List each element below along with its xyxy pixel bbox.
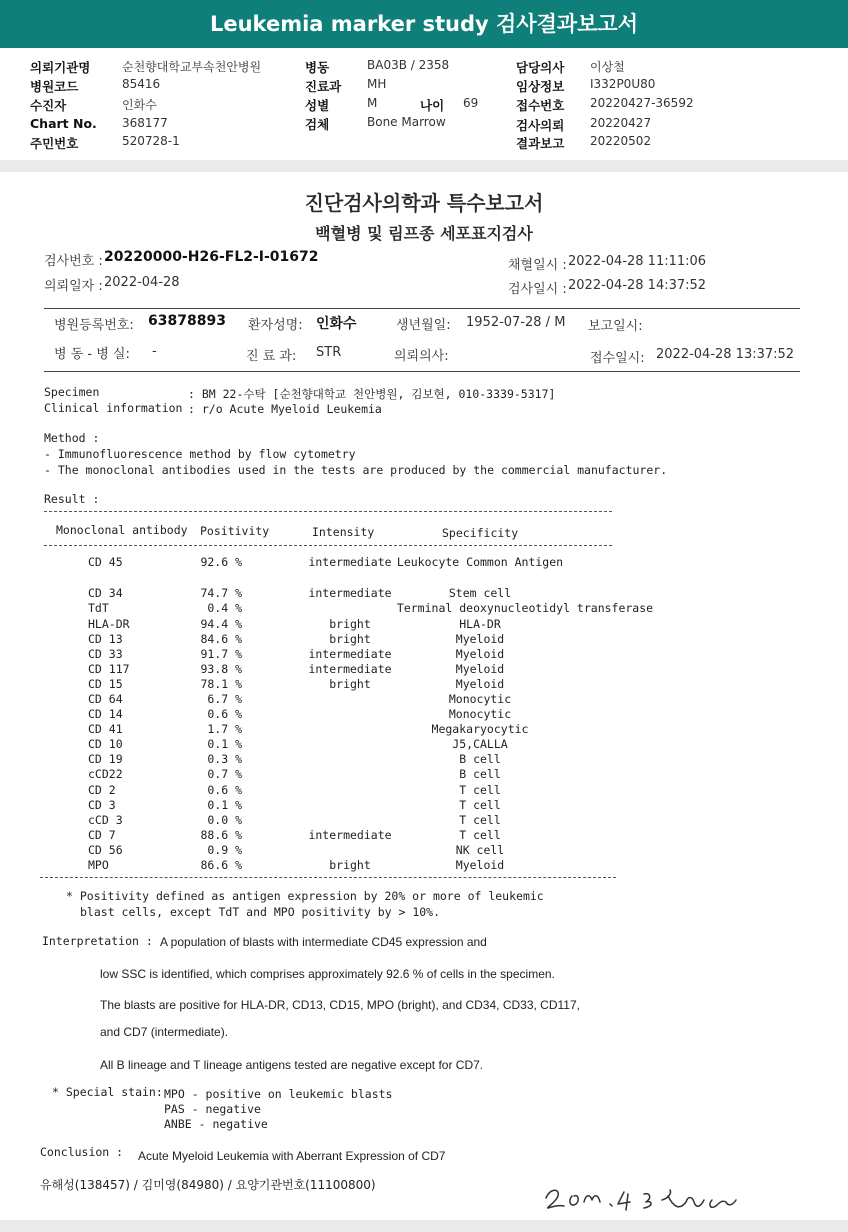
antibody-cell: HLA-DR (88, 617, 130, 631)
intensity-cell: intermediate (308, 555, 392, 569)
specificity-cell: Myeloid (455, 632, 505, 646)
intensity-cell: bright (329, 858, 371, 872)
name-label: 환자성명: (248, 318, 303, 333)
report-value: 20220502 (590, 134, 652, 148)
specificity-cell: Megakaryocytic (431, 722, 529, 736)
footnote-line-1: * Positivity defined as antigen expression by 20% or more of leukemic (66, 889, 544, 903)
specificity-cell: Monocytic (448, 692, 512, 706)
positivity-cell: 91.7 % (200, 647, 242, 661)
antibody-cell: CD 45 (88, 555, 123, 569)
specificity-cell: Myeloid (455, 662, 505, 676)
specificity-cell: Myeloid (455, 677, 505, 691)
table-row (0, 555, 848, 570)
specificity-cell: B cell (459, 752, 501, 766)
sex-value: M (367, 96, 378, 110)
sex-label: 성별 (305, 98, 330, 113)
rule-top (44, 308, 800, 309)
accession-label: 접수번호 (516, 98, 565, 113)
table-rule-bottom (40, 877, 616, 878)
positivity-cell: 0.4 % (207, 601, 242, 615)
positivity-cell: 0.6 % (207, 783, 242, 797)
specimen-value-2: : BM 22-수탁 [순천향대학교 천안병원, 김보현, 010-3339-5317] (188, 387, 556, 401)
birth-label: 생년월일: (396, 318, 451, 333)
reg-value: 63878893 (148, 313, 226, 329)
table-row (0, 601, 848, 616)
positivity-cell: 0.1 % (207, 798, 242, 812)
accession-value: 20220427-36592 (590, 96, 694, 110)
dept-value-2: STR (316, 345, 342, 360)
specimen-value: Bone Marrow (367, 115, 446, 129)
positivity-cell: 6.7 % (207, 692, 242, 706)
antibody-cell: CD 3 (88, 798, 116, 812)
positivity-cell: 92.6 % (200, 555, 242, 569)
method-line-1: - Immunofluorescence method by flow cytometry (44, 447, 356, 461)
antibody-cell: CD 13 (88, 632, 123, 646)
table-row (0, 858, 848, 873)
antibody-cell: CD 2 (88, 783, 116, 797)
table-row (0, 813, 848, 828)
report-banner: Leukemia marker study 검사결과보고서 (0, 0, 848, 48)
col-antibody: Monoclonal antibody (56, 523, 188, 537)
request-value: 20220427 (590, 116, 652, 130)
receipt-label: 접수일시: (590, 351, 645, 366)
ward-room-value: - (152, 344, 157, 359)
exam-value: 2022-04-28 14:37:52 (568, 278, 707, 293)
antibody-cell: CD 117 (88, 662, 130, 676)
interpretation-line-1: A population of blasts with intermediate CD45 expression and (160, 935, 487, 949)
footnote-line-2: blast cells, except TdT and MPO positivity by > 10%. (80, 905, 441, 919)
specificity-cell: Stem cell (448, 586, 512, 600)
table-row (0, 767, 848, 782)
interpretation-line-3: The blasts are positive for HLA-DR, CD13, CD15, MPO (bright), and CD34, CD33, CD117, (100, 998, 580, 1012)
age-value: 69 (463, 96, 479, 110)
report-title: 진단검사의학과 특수보고서 (304, 191, 544, 215)
clinical-info-value: : r/o Acute Myeloid Leukemia (188, 402, 382, 416)
collect-value: 2022-04-28 11:11:06 (568, 254, 707, 269)
exam-label: 검사일시 : (508, 282, 567, 297)
rrn-value: 520728-1 (122, 134, 180, 148)
clinical-value: I332P0U80 (590, 77, 656, 91)
antibody-cell: cCD 3 (88, 813, 123, 827)
report-label: 결과보고 (516, 136, 565, 151)
specificity-cell: Monocytic (448, 707, 512, 721)
hospital-value: 순천향대학교부속천안병원 (122, 60, 262, 74)
specificity-cell: B cell (459, 767, 501, 781)
specificity-cell: J5,CALLA (452, 737, 508, 751)
specificity-cell: NK cell (455, 843, 505, 857)
ref-doctor-label: 의뢰의사: (394, 349, 449, 364)
bottom-bar (0, 1220, 848, 1232)
table-row (0, 783, 848, 798)
specificity-cell: T cell (459, 813, 501, 827)
interpretation-line-4: and CD7 (intermediate). (100, 1025, 229, 1039)
dept-value: MH (367, 77, 387, 91)
table-row (0, 843, 848, 858)
table-row (0, 662, 848, 677)
col-intensity: Intensity (312, 525, 375, 539)
patient-value: 인화수 (122, 98, 157, 112)
table-row (0, 586, 848, 601)
specificity-cell: Myeloid (455, 647, 505, 661)
special-stain-label: * Special stain: (52, 1085, 163, 1099)
specimen-label-2: Specimen (44, 385, 100, 399)
chart-value: 368177 (122, 116, 168, 130)
table-row (0, 647, 848, 662)
dept-label: 진료과 (305, 79, 342, 94)
intensity-cell: intermediate (308, 662, 392, 676)
positivity-cell: 0.0 % (207, 813, 242, 827)
table-row (0, 707, 848, 722)
positivity-cell: 84.6 % (200, 632, 242, 646)
specificity-cell: T cell (459, 798, 501, 812)
special-stain-2: PAS - negative (164, 1102, 261, 1116)
ward-room-label: 병 동 - 병 실: (54, 347, 130, 362)
antibody-cell: CD 10 (88, 737, 123, 751)
separator-bar (0, 160, 848, 172)
conclusion-value: Acute Myeloid Leukemia with Aberrant Expression of CD7 (138, 1149, 446, 1163)
special-stain-1: MPO - positive on leukemic blasts (164, 1087, 393, 1101)
rrn-label: 주민번호 (30, 136, 79, 151)
handwritten-signature (540, 1180, 820, 1214)
specimen-label: 검체 (305, 117, 330, 132)
antibody-cell: cCD22 (88, 767, 123, 781)
dept-label-2: 진 료 과: (246, 349, 297, 364)
table-row (0, 632, 848, 647)
table-row (0, 722, 848, 737)
special-stain-3: ANBE - negative (164, 1117, 268, 1131)
positivity-cell: 0.6 % (207, 707, 242, 721)
specificity-cell: Leukocyte Common Antigen (396, 555, 564, 569)
antibody-cell: CD 41 (88, 722, 123, 736)
specificity-cell: Terminal deoxynucleotidyl transferase (396, 601, 654, 615)
specificity-cell: HLA-DR (459, 617, 501, 631)
antibody-cell: MPO (88, 858, 109, 872)
request-header (0, 48, 848, 160)
doctor-value: 이상철 (590, 60, 625, 74)
col-positivity: Positivity (200, 524, 270, 538)
intensity-cell: intermediate (308, 586, 392, 600)
method-line-2: - The monoclonal antibodies used in the tests are produced by the commercial manufacturer. (44, 463, 668, 477)
table-row (0, 798, 848, 813)
positivity-cell: 88.6 % (200, 828, 242, 842)
rule-bottom (44, 371, 800, 372)
antibody-cell: CD 19 (88, 752, 123, 766)
test-no-value: 20220000-H26-FL2-I-01672 (104, 249, 319, 265)
table-row (0, 692, 848, 707)
table-row (0, 617, 848, 632)
table-rule-top (44, 511, 612, 512)
reg-label: 병원등록번호: (54, 318, 134, 333)
ward-label: 병동 (305, 60, 330, 75)
specificity-cell: T cell (459, 783, 501, 797)
request-date-label: 의뢰일자 : (44, 279, 103, 294)
specificity-cell: T cell (459, 828, 501, 842)
doctor-label: 담당의사 (516, 60, 565, 75)
hospital-label: 의뢰기관명 (30, 60, 91, 75)
positivity-cell: 0.1 % (207, 737, 242, 751)
positivity-cell: 0.7 % (207, 767, 242, 781)
intensity-cell: intermediate (308, 828, 392, 842)
positivity-cell: 86.6 % (200, 858, 242, 872)
report-subtitle: 백혈병 및 림프종 세포표지검사 (315, 224, 533, 243)
clinical-label: 임상정보 (516, 79, 565, 94)
table-row (0, 677, 848, 692)
patient-label: 수진자 (30, 98, 67, 113)
positivity-cell: 78.1 % (200, 677, 242, 691)
positivity-cell: 1.7 % (207, 722, 242, 736)
antibody-cell: CD 64 (88, 692, 123, 706)
table-row (0, 828, 848, 843)
antibody-cell: CD 56 (88, 843, 123, 857)
positivity-cell: 74.7 % (200, 586, 242, 600)
antibody-cell: CD 34 (88, 586, 123, 600)
intensity-cell: bright (329, 632, 371, 646)
collect-label: 채혈일시 : (508, 258, 567, 273)
specificity-cell: Myeloid (455, 858, 505, 872)
table-row (0, 737, 848, 752)
antibody-cell: CD 7 (88, 828, 116, 842)
interpretation-label: Interpretation : (42, 934, 153, 948)
interpretation-line-2: low SSC is identified, which comprises approximately 92.6 % of cells in the specimen. (100, 967, 555, 981)
code-value: 85416 (122, 77, 161, 91)
age-label: 나이 (420, 98, 445, 113)
table-row (0, 752, 848, 767)
intensity-cell: bright (329, 617, 371, 631)
intensity-cell: intermediate (308, 647, 392, 661)
antibody-cell: CD 15 (88, 677, 123, 691)
positivity-cell: 94.4 % (200, 617, 242, 631)
positivity-cell: 93.8 % (200, 662, 242, 676)
report-document (0, 172, 848, 1220)
signers: 유해성(138457) / 김미영(84980) / 요양기관번호(11100800) (40, 1178, 376, 1192)
positivity-cell: 0.3 % (207, 752, 242, 766)
chart-label: Chart No. (30, 116, 97, 131)
intensity-cell: bright (329, 677, 371, 691)
interpretation-line-5: All B lineage and T lineage antigens tested are negative except for CD7. (100, 1058, 484, 1072)
report-date-label: 보고일시: (588, 319, 643, 334)
table-rule-header (44, 545, 612, 546)
name-value: 인화수 (316, 316, 357, 332)
method-label: Method : (44, 431, 100, 445)
ward-value: BA03B / 2358 (367, 58, 450, 72)
receipt-value: 2022-04-28 13:37:52 (656, 347, 795, 362)
request-label: 검사의뢰 (516, 118, 565, 133)
result-label: Result : (44, 492, 100, 506)
antibody-cell: CD 33 (88, 647, 123, 661)
antibody-cell: CD 14 (88, 707, 123, 721)
conclusion-label: Conclusion : (40, 1145, 124, 1159)
positivity-cell: 0.9 % (207, 843, 242, 857)
clinical-info-label: Clinical information (44, 401, 183, 415)
request-date-value: 2022-04-28 (104, 275, 180, 290)
antibody-cell: TdT (88, 601, 109, 615)
birth-value: 1952-07-28 / M (466, 315, 566, 330)
col-specificity: Specificity (442, 526, 519, 540)
code-label: 병원코드 (30, 79, 79, 94)
test-no-label: 검사번호 : (44, 254, 103, 269)
